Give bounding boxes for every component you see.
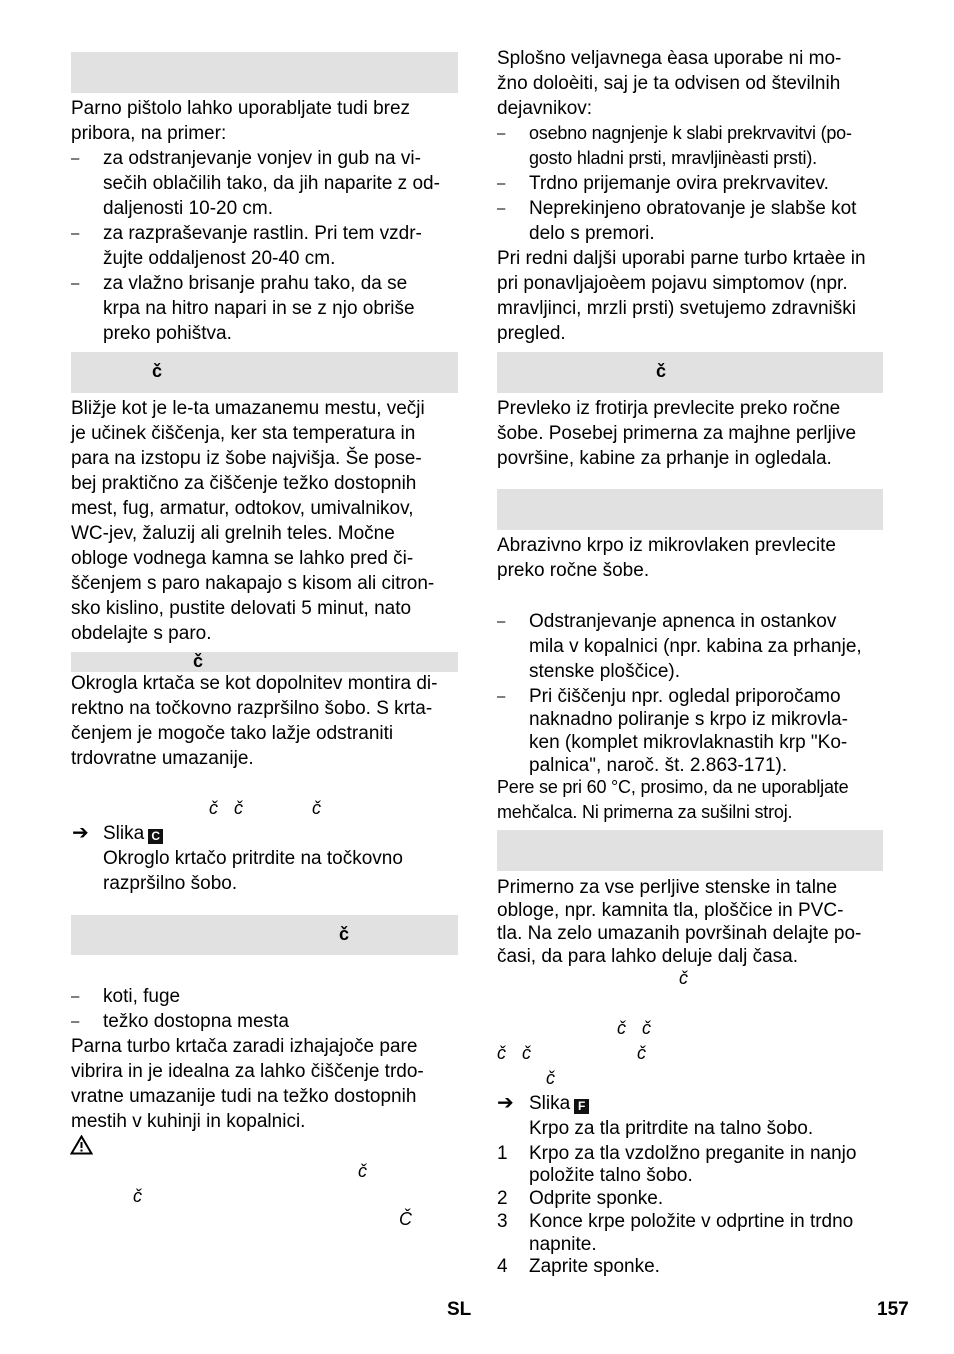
section-heading-bar (71, 52, 458, 93)
heading-fragment: č (642, 1018, 651, 1038)
section-heading: č (339, 924, 350, 944)
list-item-line: za razpraševanje rastlin. Pri tem vzdr- (103, 223, 422, 244)
step-line: Zaprite sponke. (529, 1256, 660, 1277)
list-dash: – (71, 988, 80, 1005)
list-item-line: težko dostopna mesta (103, 1011, 289, 1032)
paragraph-line: je učinek čiščenja, ker sta temperatura in (71, 423, 416, 444)
warning-fragment: č (358, 1161, 367, 1181)
paragraph-line: mestih v kuhinji in kopalnici. (71, 1111, 306, 1132)
warning-fragment: č (133, 1186, 142, 1206)
paragraph-line: Splošno veljavnega èasa uporabe ni mo- (497, 48, 842, 69)
heading-fragment: č (679, 968, 688, 988)
list-item-line: žujte oddaljenost 20-40 cm. (103, 248, 336, 269)
subheading-fragment: č (312, 798, 321, 818)
paragraph-line: vratne umazanije tudi na težko dostopnih (71, 1086, 417, 1107)
step-number: 1 (497, 1143, 508, 1164)
paragraph-line: sko kislino, pustite delovati 5 minut, nato (71, 598, 412, 619)
list-dash: – (71, 150, 80, 167)
paragraph-line: obloge vodnega kamna se lahko pred či- (71, 548, 414, 569)
paragraph-line: mehčalca. Ni primerna za sušilni stroj. (497, 802, 793, 822)
list-item-line: mila v kopalnici (npr. kabina za prhanje, (529, 636, 862, 657)
arrow-right-icon: ➔ (497, 1092, 514, 1114)
step-line: Konce krpe položite v odprtine in trdno (529, 1211, 854, 1232)
section-heading-bar (71, 352, 458, 393)
list-item-line: Odstranjevanje apnenca in ostankov (529, 611, 837, 632)
section-heading: č (656, 361, 667, 381)
figure-label: Slika (103, 823, 145, 844)
heading-fragment: č (637, 1043, 646, 1063)
step-line: položite talno šobo. (529, 1165, 693, 1186)
paragraph-line: WC-jev, žaluzij ali grelnih teles. Močne (71, 523, 395, 544)
warning-fragment: Č (399, 1209, 412, 1229)
list-dash: – (497, 688, 506, 705)
list-item-line: za vlažno brisanje prahu tako, da se (103, 273, 408, 294)
paragraph-line: obloge, npr. kamnita tla, ploščice in PVC- (497, 900, 844, 921)
paragraph-line: ščenjem s paro nakapajo s kisom ali citron- (71, 573, 435, 594)
step-line: Krpo za tla vzdolžno preganite in nanjo (529, 1143, 857, 1164)
paragraph-line: žno doloèiti, saj je ta odvisen od številnih (497, 73, 841, 94)
list-dash: – (71, 225, 80, 242)
list-item-line: krpa na hitro napari in se z njo obriše (103, 298, 415, 319)
paragraph-line: pregled. (497, 323, 566, 344)
list-item-line: naknadno poliranje s krpo iz mikrovla- (529, 709, 848, 730)
list-dash: – (497, 125, 506, 142)
list-dash: – (497, 613, 506, 630)
paragraph-line: para na izstopu iz šobe najvišja. Še pose- (71, 448, 422, 469)
paragraph-line: pri ponavljajoèem pojavu simptomov (npr. (497, 273, 848, 294)
section-heading-bar (497, 830, 883, 871)
list-item-line: delo s premori. (529, 223, 655, 244)
paragraph-line: mest, fug, armatur, odtokov, umivalnikov, (71, 498, 414, 519)
paragraph-line: Okrogla krtača se kot dopolnitev montira di- (71, 673, 438, 694)
step-line: napnite. (529, 1234, 597, 1255)
section-heading-bar (497, 352, 883, 393)
subheading-fragment: č (234, 798, 243, 818)
heading-fragment: č (546, 1068, 555, 1088)
paragraph-line: časi, da para lahko deluje dalj časa. (497, 946, 799, 967)
list-item-line: Neprekinjeno obratovanje je slabše kot (529, 198, 857, 219)
paragraph-line: razpršilno šobo. (103, 873, 238, 894)
step-number: 3 (497, 1211, 508, 1232)
paragraph-line: Pere se pri 60 °C, prosimo, da ne uporabljate (497, 777, 849, 797)
page-number: 157 (877, 1299, 909, 1320)
paragraph-line: vibrira in je idealna za lahko čiščenje trdo- (71, 1061, 424, 1082)
paragraph-line: Abrazivno krpo iz mikrovlaken prevlecite (497, 535, 836, 556)
list-item-line: palnica", naroč. št. 2.863-171). (529, 755, 788, 776)
paragraph-line: dejavnikov: (497, 98, 593, 119)
paragraph-line: Krpo za tla pritrdite na talno šobo. (529, 1118, 814, 1139)
list-dash: – (71, 275, 80, 292)
heading-fragment: č (497, 1043, 506, 1063)
paragraph-line: šobe. Posebej primerna za majhne perljive (497, 423, 857, 444)
heading-fragment: č (522, 1043, 531, 1063)
warning-icon (70, 1135, 93, 1160)
arrow-right-icon: ➔ (72, 822, 89, 844)
paragraph-line: tla. Na zelo umazanih površinah delajte po- (497, 923, 862, 944)
step-number: 4 (497, 1256, 508, 1277)
section-heading-bar (71, 915, 458, 955)
paragraph-line: trdovratne umazanije. (71, 748, 254, 769)
list-item-line: sečih oblačilih tako, da jih naparite z od- (103, 173, 440, 194)
subsection-heading: č (193, 651, 204, 671)
list-dash: – (497, 175, 506, 192)
paragraph-line: Parna turbo krtača zaradi izhajajoče pare (71, 1036, 418, 1057)
paragraph-line: Prevleko iz frotirja prevlecite preko ročne (497, 398, 841, 419)
paragraph-line: čenjem je mogoče tako lažje odstraniti (71, 723, 394, 744)
figure-letter-icon: C (148, 829, 163, 844)
section-heading: č (152, 361, 163, 381)
footer-language: SL (447, 1299, 472, 1320)
step-line: Odprite sponke. (529, 1188, 664, 1209)
paragraph-line: Parno pištolo lahko uporabljate tudi brez (71, 98, 411, 119)
list-item-line: ken (komplet mikrovlaknastih krp "Ko- (529, 732, 848, 753)
paragraph-line: mravljinci, mrzli prsti) svetujemo zdravniški (497, 298, 856, 319)
heading-fragment: č (617, 1018, 626, 1038)
list-dash: – (71, 1013, 80, 1030)
list-item-line: osebno nagnjenje k slabi prekrvavitvi (po- (529, 123, 852, 143)
section-heading-bar (497, 489, 883, 530)
list-item-line: Trdno prijemanje ovira prekrvavitev. (529, 173, 829, 194)
paragraph-line: bej praktično za čiščenje težko dostopnih (71, 473, 417, 494)
paragraph-line: Primerno za vse perljive stenske in talne (497, 877, 838, 898)
paragraph-line: Pri redni daljši uporabi parne turbo krtaèe in (497, 248, 866, 269)
paragraph-line: pribora, na primer: (71, 123, 227, 144)
list-dash: – (497, 200, 506, 217)
paragraph-line: rektno na točkovno razpršilno šobo. S krta- (71, 698, 433, 719)
list-item-line: Pri čiščenju npr. ogledal priporočamo (529, 686, 841, 707)
figure-reference (103, 821, 163, 846)
subheading-fragment: č (209, 798, 218, 818)
subsection-heading-bar (71, 652, 458, 672)
list-item-line: gosto hladni prsti, mravljinèasti prsti). (529, 148, 817, 168)
paragraph-line: obdelajte s paro. (71, 623, 212, 644)
figure-letter-icon: F (574, 1099, 589, 1114)
figure-reference (529, 1091, 589, 1116)
list-item-line: daljenosti 10-20 cm. (103, 198, 274, 219)
step-number: 2 (497, 1188, 508, 1209)
paragraph-line: Okroglo krtačo pritrdite na točkovno (103, 848, 403, 869)
list-item-line: stenske ploščice). (529, 661, 681, 682)
list-item-line: za odstranjevanje vonjev in gub na vi- (103, 148, 421, 169)
paragraph-line: Bližje kot je le-ta umazanemu mestu, večji (71, 398, 425, 419)
paragraph-line: površine, kabine za prhanje in ogledala. (497, 448, 832, 469)
list-item-line: koti, fuge (103, 986, 181, 1007)
list-item-line: preko pohištva. (103, 323, 232, 344)
figure-label: Slika (529, 1093, 571, 1114)
paragraph-line: preko ročne šobe. (497, 560, 650, 581)
